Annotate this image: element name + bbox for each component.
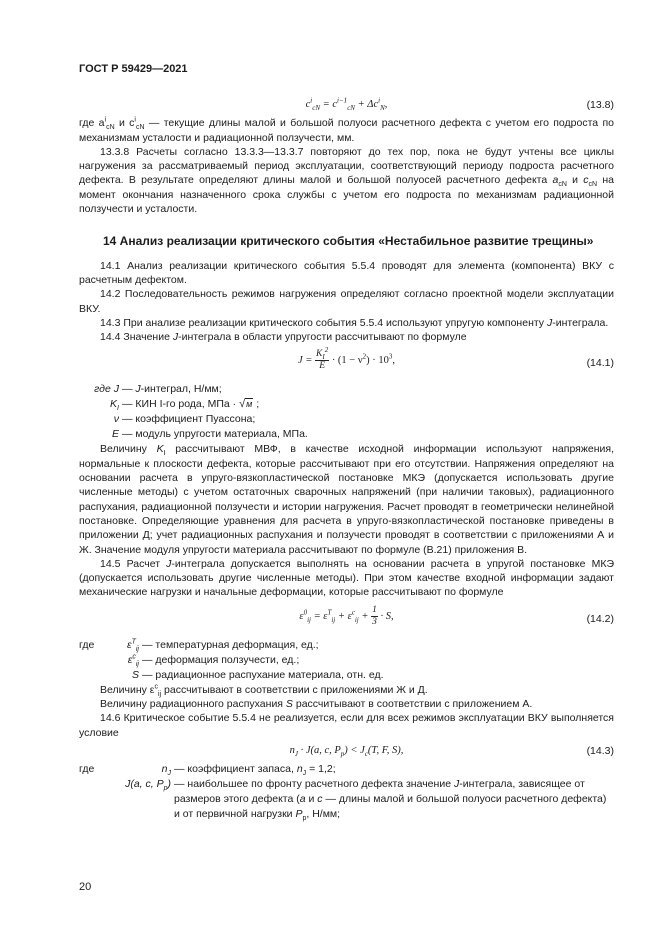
def-14-1-text: — J-интеграл, Н/мм; xyxy=(122,383,222,396)
def-14-1-text: — коэффициент Пуассона; xyxy=(122,413,256,426)
def-14-1-symbol: $K_I$ xyxy=(110,398,119,413)
paragraph-ki: Величину $K_I$ рассчитывают МВФ, в качестве исходной информации используют напряжения, нормальные к плоскости дефекта, которые рассчитывают при его отсутствии. Напряжения определяют на основании расчета в упруго-вязкопластической постановке МКЭ (допускается использовать другие численные методы) с учетом остаточных сварочных напряжений (при наличии таковых), радиационного распухания, радиационной ползучести и истории нагружения. Расчет проводят в геометрически нелинейной постановке. Определяющие уравнения для расчета в упруго-вязкопластической постановке приведены в приложении Д; учет радиационных распухания и ползучести проводят в соответствии с приложениями А и Ж. Значение модуля упругости материала рассчитывают по формуле (В.21) приложения В. xyxy=(79,443,614,556)
formula-14-1-numerator: $K_I^2$ xyxy=(316,346,329,362)
def-14-1-text: — КИН I-го рода, МПа · √м ; xyxy=(122,398,260,411)
formula-14-3-expr: $n_J \cdot J(a$, c, $P_p) < J_c(T$, F, S), xyxy=(289,744,404,758)
page-header: ГОСТ Р 59429—2021 xyxy=(79,63,188,75)
definitions-14-2 xyxy=(79,638,614,683)
def-14-2-text: — деформация ползучести, ед.; xyxy=(142,653,300,666)
def-14-2-text: — температурная деформация, ед.; xyxy=(142,638,319,651)
formula-14-2-lhs: $\varepsilon^0_{ij} = \varepsilon^T_{ij} + \varepsilon^c_{ij}$ + xyxy=(299,608,369,624)
def-14-3-symbol: $n_J$ xyxy=(161,762,171,777)
formula-14-2-number: (14.2) xyxy=(586,612,614,625)
formula-14-2-fraction xyxy=(371,605,378,628)
formula-14-1-fraction xyxy=(315,346,329,372)
formula-14-3-number: (14.3) xyxy=(586,744,614,757)
def-14-1-row xyxy=(79,427,614,442)
formula-14-1-denominator: E xyxy=(319,361,325,372)
formula-14-2-rest: · S, xyxy=(380,610,394,622)
def-14-2-symbol: S xyxy=(131,668,139,681)
formula-14-1-rest: · $(1 - \nu^2) \cdot 10^3$, xyxy=(331,352,395,367)
formula-14-2-denominator: 3 xyxy=(372,616,377,627)
paragraph-14-5: 14.5 Расчет J-интеграла допускается выполнять на основании расчета в упругой постановке МКЭ (допускается использовать другие численные методы). При этом качестве входной информации задают механические нагрузки и начальные деформации, которые рассчитывают по формуле xyxy=(79,557,614,599)
def-14-1-symbol: E xyxy=(111,428,119,441)
formula-14-2 xyxy=(79,602,614,636)
def-14-1-symbol: ν xyxy=(113,413,119,426)
def-14-2-symbol: $\varepsilon^T_{ij}$ xyxy=(126,638,139,653)
definitions-14-3 xyxy=(79,762,614,822)
def-14-3-row xyxy=(79,762,614,777)
section-title-14: 14 Анализ реализации критического события «Нестабильное развитие трещины» xyxy=(103,234,594,249)
formula-14-1 xyxy=(79,346,614,380)
paragraph-14-1: 14.1 Анализ реализации критического события 5.5.4 проводят для элемента (компонента) ВКУ с расчетным дефектом. xyxy=(79,259,614,286)
def-14-1-text: — модуль упругости материала, МПа. xyxy=(122,428,308,441)
formula-13-8 xyxy=(79,96,614,114)
formula-14-1-number: (14.1) xyxy=(586,357,614,370)
paragraph-13-8-definition: где $a^i_{cN}$ и $c^i_{cN}$ — текущие длины малой и большой полуоси расчетного дефекта с учетом его подроста по механизмам усталости и радиационной ползучести, мм. xyxy=(79,116,614,144)
def-14-3-symbol: J(a, c, $P_p$) xyxy=(125,777,171,792)
def-14-2-where: где xyxy=(79,638,95,651)
definitions-14-1 xyxy=(79,382,614,442)
def-14-3-text: — коэффициент запаса, $n_J = 1,2$; xyxy=(174,762,336,777)
def-14-1-symbol: где J xyxy=(94,383,119,396)
formula-14-1-lhs: J = xyxy=(298,355,313,367)
formula-13-8-expr: $c^i_{cN} = c^{i-1}_{cN} + \Delta c^i_N$, xyxy=(305,96,388,113)
def-14-2-row xyxy=(79,668,614,683)
def-14-2-text: — радиационное распухание материала, отн. ед. xyxy=(142,668,384,681)
def-14-3-text: — наибольшее по фронту расчетного дефекта значение J-интеграла, зависящее от размеров этого дефекта (a и c — длины малой и большой полуоси расчетного дефекта) и от первичной нагрузки $P_p$, Н/мм; xyxy=(174,777,607,822)
page-number: 20 xyxy=(79,881,92,893)
def-14-2-row xyxy=(79,638,614,653)
paragraph-14-3: 14.3 При анализе реализации критического события 5.5.4 используют упругую компоненту J-интеграла. xyxy=(100,316,609,329)
paragraph-s: Величину радиационного распухания S рассчитывают в соответствии с приложением А. xyxy=(100,698,533,711)
def-14-1-row xyxy=(79,412,614,427)
def-14-3-where: где xyxy=(79,762,95,775)
def-14-3-row xyxy=(79,777,614,822)
formula-13-8-number: (13.8) xyxy=(586,99,614,112)
paragraph-14-2: 14.2 Последовательность режимов нагружения определяют согласно проектной модели эксплуатации ВКУ. xyxy=(79,288,614,315)
formula-14-3 xyxy=(79,742,614,760)
paragraph-14-4: 14.4 Значение J-интеграла в области упругости рассчитывают по формуле xyxy=(100,331,467,344)
paragraph-14-6: 14.6 Критическое событие 5.5.4 не реализуется, если для всех режимов эксплуатации ВКУ выполняется условие xyxy=(79,712,614,739)
def-14-1-row xyxy=(79,382,614,397)
paragraph-eps: Величину $\varepsilon^c_{ij}$ рассчитывают в соответствии с приложениями Ж и Д. xyxy=(100,683,428,698)
def-14-2-symbol: $\varepsilon^c_{ij}$ xyxy=(127,653,139,668)
def-14-1-row xyxy=(79,397,614,412)
formula-14-2-numerator: 1 xyxy=(372,604,377,615)
def-14-2-row xyxy=(79,653,614,668)
paragraph-13-3-8: 13.3.8 Расчеты согласно 13.3.3—13.3.7 повторяют до тех пор, пока не будут учтены все циклы нагружения за рассматриваемый период эксплуатации, соответствующий периоду подроста расчетного дефекта. В результате определяют длины малой и большой полуосей расчетного дефекта $a_{cN}$ и $c_{cN}$ на момент окончания назначенного срока службы с учетом его подроста по механизмам радиационной ползучести и усталости. xyxy=(79,145,614,216)
